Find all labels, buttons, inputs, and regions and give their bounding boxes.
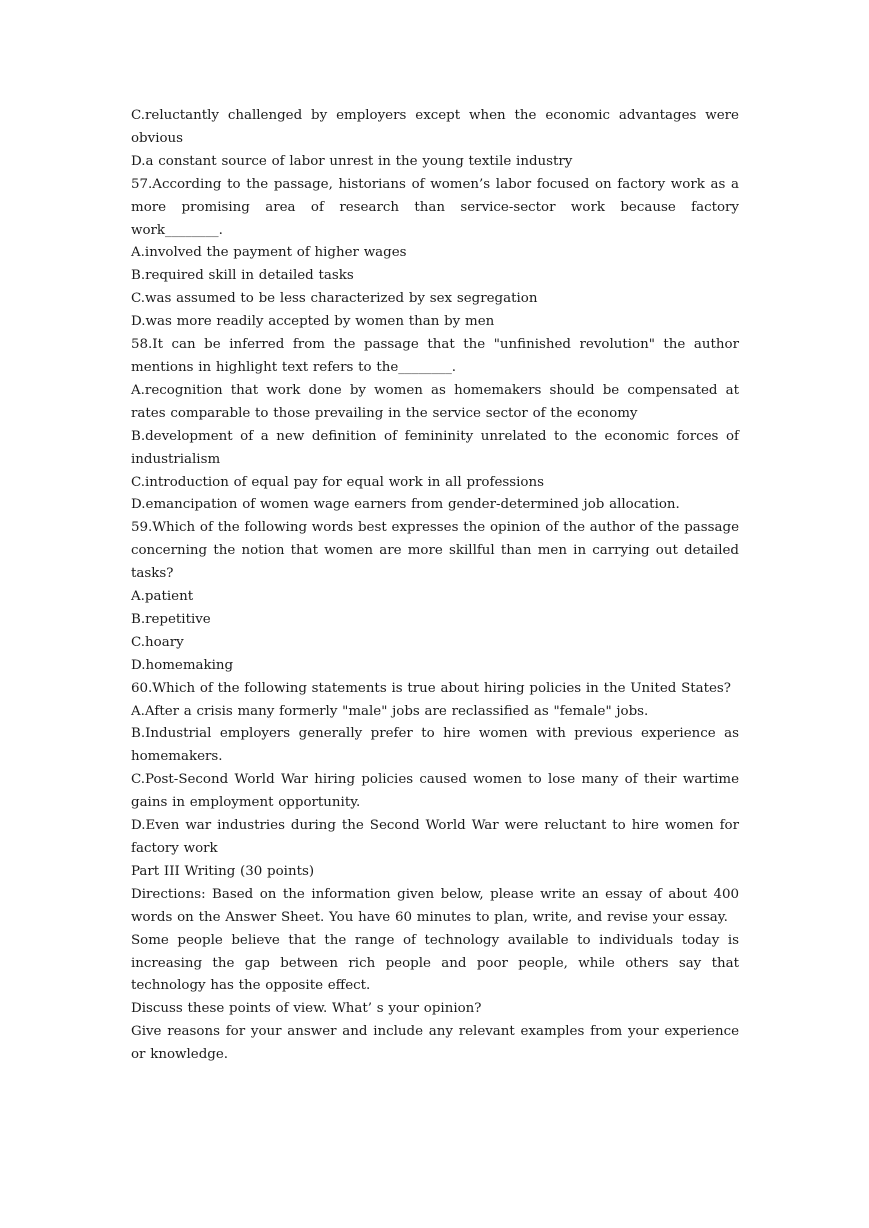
q58-option-a: A.recognition that work done by women as homemakers should be compensated at rates comparable to those prevailing in the service sector of the economy [131,382,739,421]
writing-prompt: Some people believe that the range of technology available to individuals today is increasing the gap between rich people and poor people, while others say that technology has the opposite effect. [131,932,739,994]
q57-option-b: B.required skill in detailed tasks [131,268,354,284]
q59-option-d: D.homemaking [131,657,234,673]
q59-stem: 59.Which of the following words best expresses the opinion of the author of the passage concerning the notion that women are more skillful than men in carrying out detailed tasks? [131,520,739,582]
q59-option-b: B.repetitive [131,611,211,627]
writing-section-title: Part III Writing (30 points) [131,863,315,879]
q58-option-c: C.introduction of equal pay for equal work in all professions [131,474,544,490]
q57-stem: 57.According to the passage, historians of women’s labor focused on factory work as a more promising area of research than service-sector work because factory work________. [131,176,739,238]
q60-option-c: C.Post-Second World War hiring policies caused women to lose many of their wartime gains in employment opportunity. [131,772,739,811]
q60-option-a: A.After a crisis many formerly "male" jobs are reclassified as "female" jobs. [131,703,649,719]
document-page [131,105,739,1067]
q56-option-c: C.reluctantly challenged by employers except when the economic advantages were obvious [131,108,739,146]
q60-option-d: D.Even war industries during the Second World War were reluctant to hire women for factory work [131,818,739,856]
writing-instruction: Give reasons for your answer and include any relevant examples from your experience or knowledge. [131,1024,739,1063]
q58-option-b: B.development of a new definition of femininity unrelated to the economic forces of industrialism [131,428,739,467]
question-58 [131,334,739,517]
q59-option-c: C.hoary [131,634,184,650]
q60-stem: 60.Which of the following statements is true about hiring policies in the United States? [131,680,731,696]
writing-directions: Directions: Based on the information given below, please write an essay of about 400 words on the Answer Sheet. You have 60 minutes to plan, write, and revise your essay. [131,886,739,925]
q57-option-c: C.was assumed to be less characterized by sex segregation [131,291,538,307]
question-56-tail [131,105,739,174]
writing-section [131,861,739,1067]
q57-option-d: D.was more readily accepted by women than by men [131,314,495,330]
question-60 [131,678,739,861]
writing-question: Discuss these points of view. What’ s your opinion? [131,1001,482,1017]
q56-option-d: D.a constant source of labor unrest in the young textile industry [131,153,573,169]
q57-option-a: A.involved the payment of higher wages [131,245,407,261]
question-57 [131,174,739,334]
q58-stem: 58.It can be inferred from the passage that the "unfinished revolution" the author mentions in highlight text refers to the________. [131,337,739,375]
question-59 [131,517,739,677]
q58-option-d: D.emancipation of women wage earners from gender-determined job allocation. [131,497,680,513]
q59-option-a: A.patient [131,589,194,605]
q60-option-b: B.Industrial employers generally prefer to hire women with previous experience as homemakers. [131,726,739,765]
